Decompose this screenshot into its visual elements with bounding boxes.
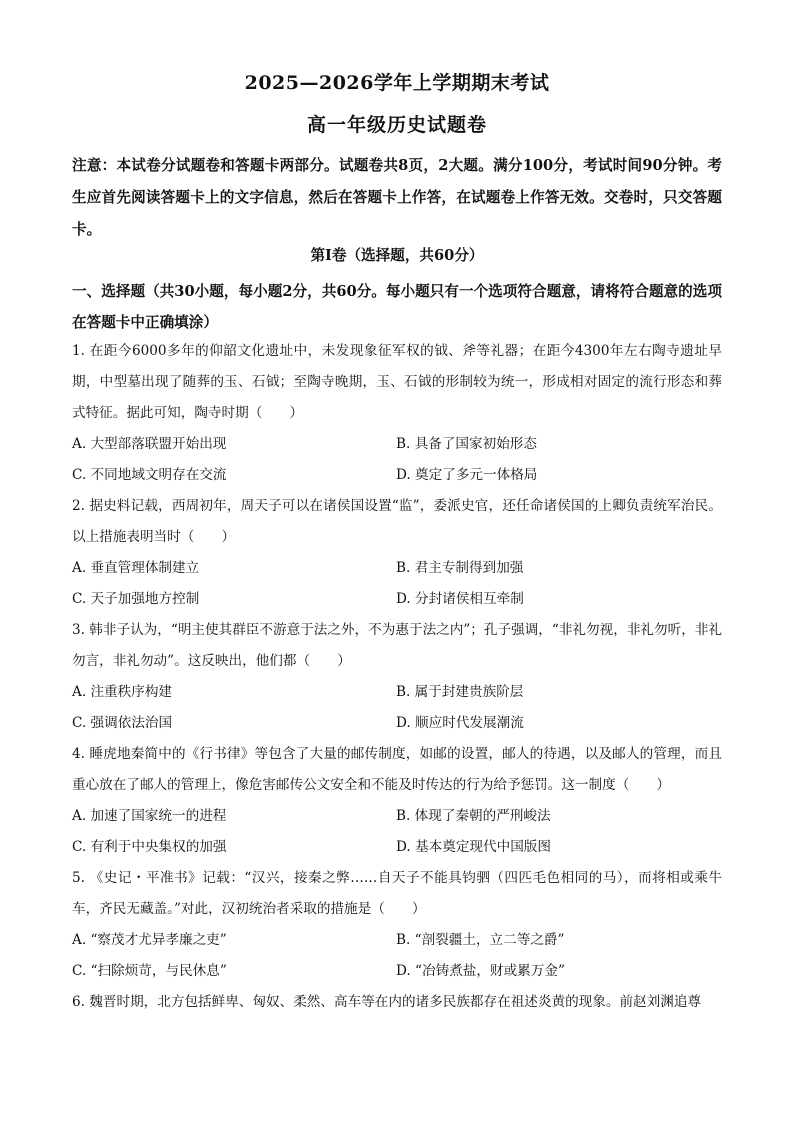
question-list — [72, 336, 722, 1018]
option-a: A. “察茂才尤异孝廉之吏” — [72, 932, 227, 948]
option-d: D. 分封诸侯相互牵制 — [396, 591, 524, 607]
option-c: C. 不同地域文明存在交流 — [72, 467, 227, 483]
question-stem: 2. 据史料记载，西周初年，周天子可以在诸侯国设置“监”，委派史官，还任命诸侯国的上卿负责统军治民。以上措施表明当时（ ） — [72, 498, 722, 545]
option-c: C. 天子加强地方控制 — [72, 591, 200, 607]
question-4 — [72, 739, 722, 863]
option-a: A. 加速了国家统一的进程 — [72, 808, 227, 824]
option-c: C. “扫除烦苛，与民休息” — [72, 963, 227, 979]
option-d: D. 奠定了多元一体格局 — [396, 467, 538, 483]
option-d: D. 基本奠定现代中国版图 — [396, 839, 551, 855]
question-5 — [72, 863, 722, 987]
question-stem: 5. 《史记・平准书》记载：“汉兴，接秦之弊……自天子不能具钧驷（四匹毛色相同的马），而将相或乘牛车，齐民无藏盖。”对此，汉初统治者采取的措施是（ ） — [72, 870, 722, 917]
question-stem: 1. 在距今6000多年的仰韶文化遗址中，未发现象征军权的钺、斧等礼器；在距今4300年左右陶寺遗址早期，中型墓出现了随葬的玉、石钺；至陶寺晚期，玉、石钺的形制较为统一，形成相对固定的流行形态和葬式特征。据此可知，陶寺时期（ ） — [72, 343, 722, 421]
option-d: D. “冶铸煮盐，财或累万金” — [396, 963, 565, 979]
section-heading: 一、选择题（共30小题，每小题2分，共60分。每小题只有一个选项符合题意，请将符合题意的选项在答题卡中正确填涂） — [72, 283, 722, 331]
part-title: 第Ⅰ卷（选择题，共60分） — [310, 247, 484, 264]
options — [72, 553, 722, 615]
option-b: B. “剖裂疆土，立二等之爵” — [396, 932, 565, 948]
option-b: B. 具备了国家初始形态 — [396, 436, 537, 452]
exam-subtitle: 高一年级历史试题卷 — [306, 114, 487, 136]
options — [72, 677, 722, 739]
question-stem: 4. 睡虎地秦简中的《行书律》等包含了大量的邮传制度，如邮的设置，邮人的待遇，以及邮人的管理，而且重心放在了邮人的管理上，像危害邮传公文安全和不能及时传达的行为给予惩罚。这一制度（ ） — [72, 746, 722, 793]
exam-title: 2025—2026学年上学期期末考试 — [244, 72, 550, 94]
question-stem: 6. 魏晋时期，北方包括鲜卑、匈奴、柔然、高车等在内的诸多民族都存在祖述炎黄的现象。前赵刘渊追尊 — [72, 994, 702, 1010]
options — [72, 925, 722, 987]
option-c: C. 强调依法治国 — [72, 715, 173, 731]
option-a: A. 大型部落联盟开始出现 — [72, 436, 227, 452]
question-stem: 3. 韩非子认为，“明主使其群臣不游意于法之外，不为惠于法之内”；孔子强调，“非礼勿视，非礼勿听，非礼勿言，非礼勿动”。这反映出，他们都（ ） — [72, 622, 722, 669]
question-1 — [72, 336, 722, 491]
option-c: C. 有利于中央集权的加强 — [72, 839, 227, 855]
option-d: D. 顺应时代发展潮流 — [396, 715, 524, 731]
question-2 — [72, 491, 722, 615]
option-a: A. 注重秩序构建 — [72, 684, 173, 700]
option-b: B. 体现了秦朝的严刑峻法 — [396, 808, 551, 824]
question-3 — [72, 615, 722, 739]
option-a: A. 垂直管理体制建立 — [72, 560, 200, 576]
option-b: B. 属于封建贵族阶层 — [396, 684, 524, 700]
question-6 — [72, 987, 722, 1018]
options — [72, 429, 722, 491]
exam-notice: 注意：本试卷分试题卷和答题卡两部分。试题卷共8页，2大题。满分100分，考试时间90分钟。考生应首先阅读答题卡上的文字信息，然后在答题卡上作答，在试题卷上作答无效。交卷时，只交答题卡。 — [72, 157, 722, 238]
options — [72, 801, 722, 863]
option-b: B. 君主专制得到加强 — [396, 560, 524, 576]
